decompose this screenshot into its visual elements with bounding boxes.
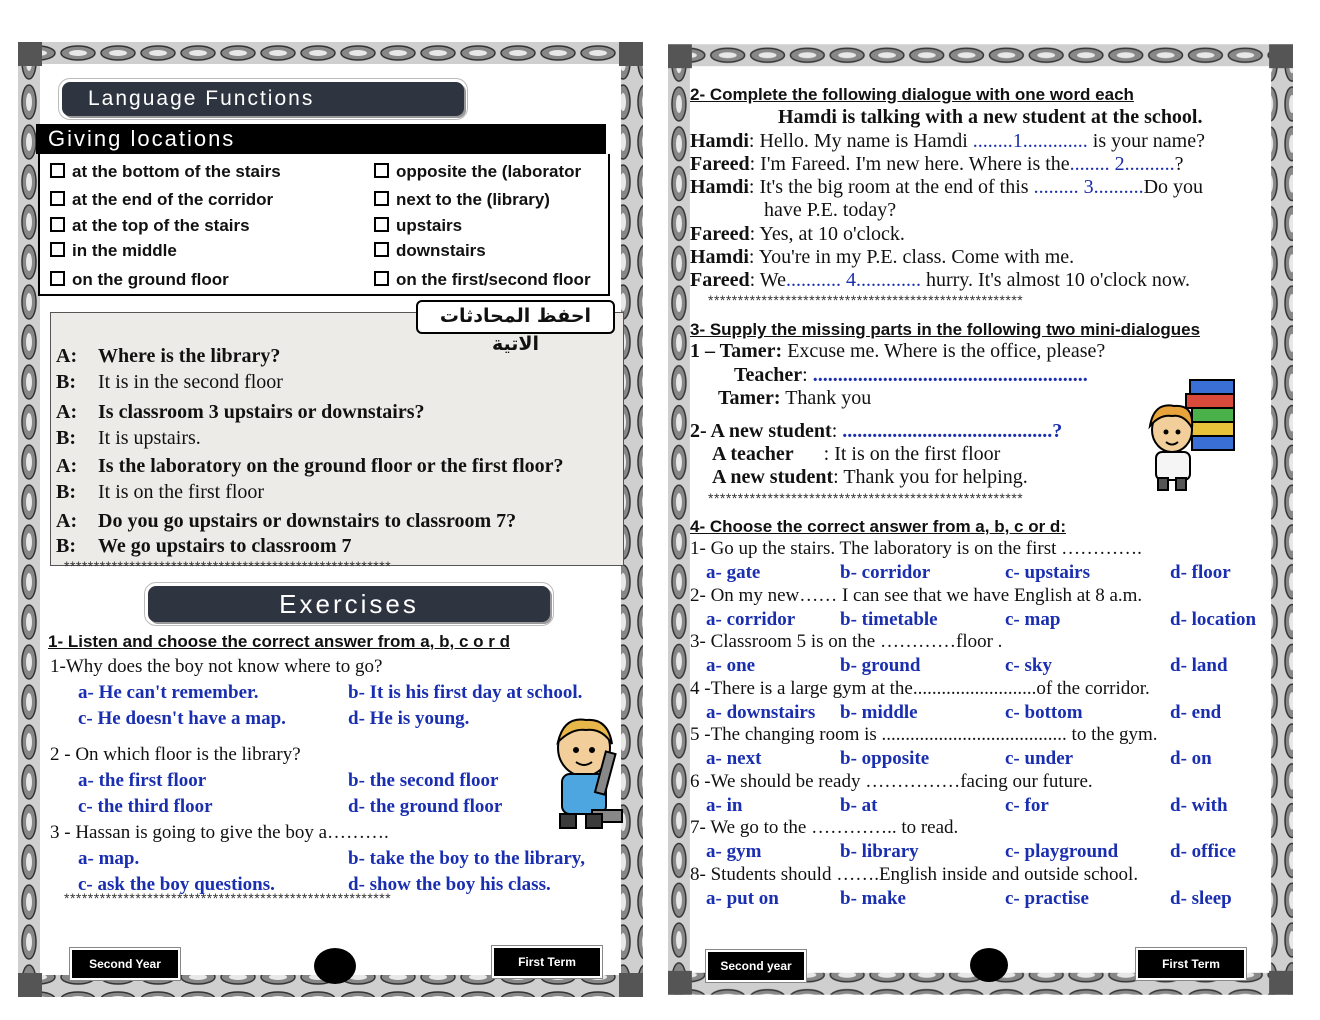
dialogue-text: : Hello. My name is Hamdi bbox=[748, 130, 973, 152]
checkbox-icon bbox=[50, 217, 65, 232]
answer-option-d[interactable]: d- floor bbox=[1170, 562, 1231, 583]
exercise-2-title: 2- Complete the following dialogue with one word each bbox=[690, 85, 1134, 104]
page-number-oval bbox=[314, 948, 356, 984]
answer-option-d[interactable]: d- location bbox=[1170, 608, 1257, 630]
answer-option-a[interactable]: a- downstairs bbox=[706, 701, 816, 723]
speaker-label: B: bbox=[56, 371, 76, 393]
question-text: 5 -The changing room is ....................................... to the gym. bbox=[690, 724, 1158, 745]
location-label: upstairs bbox=[396, 216, 463, 235]
location-label: on the first/second floor bbox=[396, 270, 591, 289]
answer-option-a[interactable]: a- gym bbox=[706, 841, 762, 862]
answer-option-b[interactable]: b- ground bbox=[840, 655, 921, 676]
answer-option-d[interactable]: d- sleep bbox=[1170, 887, 1232, 909]
checkbox-icon bbox=[374, 217, 389, 232]
location-label: downstairs bbox=[396, 241, 486, 260]
location-label: in the middle bbox=[72, 241, 177, 260]
dialogue-line bbox=[56, 535, 352, 558]
speaker-name: Fareed bbox=[690, 223, 750, 245]
question-text: 6 -We should be ready ……………facing our future. bbox=[690, 770, 1093, 792]
answer-option-d[interactable]: d- show the boy his class. bbox=[348, 874, 551, 895]
footer-year-label: Second Year bbox=[72, 950, 178, 978]
speaker-name: Hamdi bbox=[690, 176, 749, 198]
location-label: at the bottom of the stairs bbox=[72, 162, 281, 181]
answer-option-a[interactable]: a- the first floor bbox=[78, 770, 207, 791]
answer-option-c[interactable]: c- He doesn't have a map. bbox=[78, 708, 286, 729]
answer-option-d[interactable]: d- end bbox=[1170, 701, 1222, 723]
girl-with-books-illustration bbox=[1140, 372, 1240, 492]
answer-blank[interactable]: ........... 4............. bbox=[785, 269, 921, 291]
answer-option-b[interactable]: b- take the boy to the library, bbox=[348, 848, 585, 869]
dialogue-line bbox=[690, 130, 1205, 153]
answer-option-d[interactable]: d- land bbox=[1170, 655, 1228, 676]
question-text: 3 - Hassan is going to give the boy a………. bbox=[50, 822, 389, 843]
exercise-1-title: 1- Listen and choose the correct answer from a, b, c o r d bbox=[48, 632, 510, 651]
dialogue-line bbox=[690, 246, 1074, 269]
answer-option-d[interactable]: d- with bbox=[1170, 794, 1228, 816]
ex3-line-6: A new student: Thank you for helping. bbox=[712, 466, 1028, 488]
dialogue-line bbox=[690, 176, 1203, 199]
answer-option-b[interactable]: b- middle bbox=[840, 701, 918, 723]
answer-option-d[interactable]: d- the ground floor bbox=[348, 796, 503, 817]
location-label: opposite the (laborator bbox=[396, 162, 582, 181]
boy-microscope-illustration bbox=[546, 714, 628, 832]
checkbox-icon bbox=[374, 191, 389, 206]
answer-option-b[interactable]: b- at bbox=[840, 794, 878, 816]
answer-option-b[interactable]: b- library bbox=[840, 841, 919, 862]
dialogue-text: : I'm Fareed. I'm new here. Where is the bbox=[749, 153, 1070, 175]
answer-option-b[interactable]: b- corridor bbox=[840, 562, 931, 583]
question-text: 4 -There is a large gym at the..........................of the corridor. bbox=[690, 677, 1150, 699]
speaker-name: Hamdi bbox=[690, 246, 749, 268]
footer-term-label: First Term bbox=[1138, 950, 1244, 978]
question-text: 2 - On which floor is the library? bbox=[50, 744, 301, 765]
checkbox-icon bbox=[50, 271, 65, 286]
location-item bbox=[374, 216, 462, 236]
divider-stars-bottom: ******************************************************* bbox=[64, 890, 392, 906]
answer-option-b[interactable]: b- opposite bbox=[840, 748, 930, 769]
speaker-label: B: bbox=[56, 427, 76, 449]
speaker-label: A: bbox=[56, 510, 78, 532]
answer-option-c[interactable]: c- map bbox=[1005, 608, 1061, 630]
checkbox-icon bbox=[50, 242, 65, 257]
answer-option-b[interactable]: b- make bbox=[840, 887, 906, 909]
location-item bbox=[374, 162, 581, 182]
exercise-4-title: 4- Choose the correct answer from a, b, c or d: bbox=[690, 517, 1066, 536]
dialogue-text: Is the laboratory on the ground floor or the first floor? bbox=[98, 455, 564, 477]
dialogue-line bbox=[56, 481, 264, 504]
dialogue-text: : Yes, at 10 o'clock. bbox=[749, 223, 905, 245]
answer-option-b[interactable]: b- the second floor bbox=[348, 770, 499, 791]
speaker-name: Hamdi bbox=[690, 130, 749, 152]
question-text: 1-Why does the boy not know where to go? bbox=[50, 656, 383, 677]
location-item bbox=[374, 270, 591, 290]
speaker-label: A: bbox=[56, 401, 78, 423]
answer-option-a[interactable]: a- He can't remember. bbox=[78, 682, 259, 703]
exercises-title: Exercises bbox=[148, 586, 550, 622]
location-item bbox=[50, 270, 229, 290]
answer-option-c[interactable]: c- bottom bbox=[1005, 701, 1083, 723]
giving-locations-header: Giving locations bbox=[36, 124, 606, 154]
speaker-label: B: bbox=[56, 535, 76, 557]
speaker-label: A: bbox=[56, 345, 78, 367]
dialogue-line bbox=[690, 153, 1184, 176]
speaker-name: Fareed bbox=[690, 269, 750, 291]
ex3-blank-1[interactable]: ....................................................... bbox=[812, 364, 1088, 386]
dialogue-text: : We bbox=[749, 269, 786, 291]
location-label: on the ground floor bbox=[72, 270, 229, 289]
answer-blank[interactable]: ......... 3.......... bbox=[1033, 176, 1144, 198]
answer-option-c[interactable]: c- upstairs bbox=[1005, 562, 1090, 583]
footer-year-label: Second year bbox=[708, 952, 804, 980]
divider-stars: ******************************************************* bbox=[64, 558, 392, 574]
answer-option-b[interactable]: b- timetable bbox=[840, 608, 938, 630]
ex3-line-5: A teacher : It is on the first floor bbox=[712, 443, 1001, 465]
answer-option-c[interactable]: c- for bbox=[1005, 794, 1049, 816]
answer-option-b[interactable]: b- It is his first day at school. bbox=[348, 682, 583, 703]
footer-term-label: First Term bbox=[494, 948, 600, 976]
ex3-line-3: Tamer: Thank you bbox=[718, 387, 872, 409]
answer-option-c[interactable]: c- ask the boy questions. bbox=[78, 874, 275, 895]
dialogue-text: Is classroom 3 upstairs or downstairs? bbox=[98, 401, 425, 423]
dialogue-text: It is on the first floor bbox=[98, 481, 265, 503]
dialogue-text-end: Do you bbox=[1143, 176, 1204, 198]
ex3-line-4: 2- A new student: ..........................................? bbox=[690, 420, 1063, 442]
dialogue-text: Where is the library? bbox=[98, 345, 281, 367]
dialogue-text-end: is your name? bbox=[1092, 130, 1205, 152]
checkbox-icon bbox=[50, 191, 65, 206]
question-text: 1- Go up the stairs. The laboratory is on the first …………. bbox=[690, 538, 1142, 559]
location-item bbox=[374, 241, 486, 261]
location-item bbox=[50, 241, 177, 261]
speaker-label: B: bbox=[56, 481, 76, 503]
answer-option-a[interactable]: a- in bbox=[706, 794, 743, 816]
dialogue-line bbox=[56, 401, 425, 424]
divider-stars-2: ***************************************************** bbox=[708, 490, 1024, 506]
dialogue-text-end: hurry. It's almost 10 o'clock now. bbox=[920, 269, 1190, 291]
dialogue-text: : It's the big room at the end of this bbox=[748, 176, 1034, 198]
ex3-line-1: 1 – Tamer: Excuse me. Where is the office, please? bbox=[690, 340, 1106, 362]
dialogue-text: It is upstairs. bbox=[98, 427, 201, 449]
ex3-line-2: Teacher: ....................................................... bbox=[734, 364, 1088, 386]
checkbox-icon bbox=[374, 242, 389, 257]
answer-option-a[interactable]: a- next bbox=[706, 748, 762, 769]
answer-option-a[interactable]: a- map. bbox=[78, 848, 140, 869]
speaker-label: A: bbox=[56, 455, 78, 477]
dialogue-line bbox=[56, 455, 564, 478]
dialogue-line bbox=[764, 199, 896, 222]
dialogue-line bbox=[690, 269, 1190, 292]
location-item bbox=[50, 216, 250, 236]
answer-option-a[interactable]: a- one bbox=[706, 655, 756, 676]
divider-stars: ***************************************************** bbox=[708, 292, 1024, 308]
question-text: 2- On my new…… I can see that we have English at 8 a.m. bbox=[690, 584, 1143, 606]
left-page bbox=[18, 42, 643, 997]
location-label: at the top of the stairs bbox=[72, 216, 250, 235]
dialogue-text: It is in the second floor bbox=[98, 371, 283, 393]
answer-option-d[interactable]: d- on bbox=[1170, 748, 1212, 769]
answer-option-c[interactable]: c- the third floor bbox=[78, 796, 213, 817]
dialogue-line bbox=[56, 510, 516, 533]
speaker-name: Fareed bbox=[690, 153, 750, 175]
answer-option-c[interactable]: c- sky bbox=[1005, 655, 1052, 676]
dialogue-line bbox=[56, 427, 201, 450]
answer-blank[interactable]: ........ 2.......... bbox=[1069, 153, 1175, 175]
location-label: at the end of the corridor bbox=[72, 190, 274, 209]
dialogue-line bbox=[690, 223, 905, 246]
answer-option-a[interactable]: a- put on bbox=[706, 887, 779, 909]
location-item bbox=[50, 190, 273, 210]
checkbox-icon bbox=[374, 163, 389, 178]
answer-option-d[interactable]: d- He is young. bbox=[348, 708, 470, 729]
answer-option-d[interactable]: d- office bbox=[1170, 841, 1236, 862]
question-text: 3- Classroom 5 is on the …………floor . bbox=[690, 631, 1003, 652]
dialogue-line bbox=[56, 371, 283, 394]
language-functions-title: Language Functions bbox=[62, 82, 464, 116]
exercise-2-heading: Hamdi is talking with a new student at the school. bbox=[778, 106, 1203, 128]
answer-blank[interactable]: ........1............. bbox=[972, 130, 1093, 152]
dialogue-text: We go upstairs to classroom 7 bbox=[98, 535, 352, 557]
exercise-3-title: 3- Supply the missing parts in the following two mini-dialogues bbox=[690, 320, 1201, 339]
location-item bbox=[374, 190, 550, 210]
right-page bbox=[668, 42, 1293, 997]
answer-option-c[interactable]: c- practise bbox=[1005, 887, 1089, 909]
checkbox-icon bbox=[374, 271, 389, 286]
answer-option-c[interactable]: c- playground bbox=[1005, 841, 1119, 862]
question-text: 7- We go to the ………….. to read. bbox=[690, 817, 959, 838]
dialogue-text: Do you go upstairs or downstairs to classroom 7? bbox=[98, 510, 517, 532]
answer-option-a[interactable]: a- corridor bbox=[706, 608, 796, 630]
ex3-blank-2[interactable]: ..........................................? bbox=[842, 420, 1063, 442]
location-label: next to the (library) bbox=[396, 190, 550, 209]
arabic-memorize-tag: احفظ المحادثات الاتية bbox=[416, 300, 615, 334]
dialogue-text-end: ? bbox=[1174, 153, 1184, 175]
checkbox-icon bbox=[50, 163, 65, 178]
page-number-oval bbox=[970, 948, 1008, 982]
answer-option-c[interactable]: c- under bbox=[1005, 748, 1074, 769]
dialogue-text: : You're in my P.E. class. Come with me. bbox=[748, 246, 1075, 268]
location-item bbox=[50, 162, 281, 182]
dialogue-line bbox=[56, 345, 280, 368]
answer-option-a[interactable]: a- gate bbox=[706, 562, 761, 583]
question-text: 8- Students should …….English inside and outside school. bbox=[690, 863, 1139, 885]
dialogue-text: have P.E. today? bbox=[764, 199, 897, 221]
